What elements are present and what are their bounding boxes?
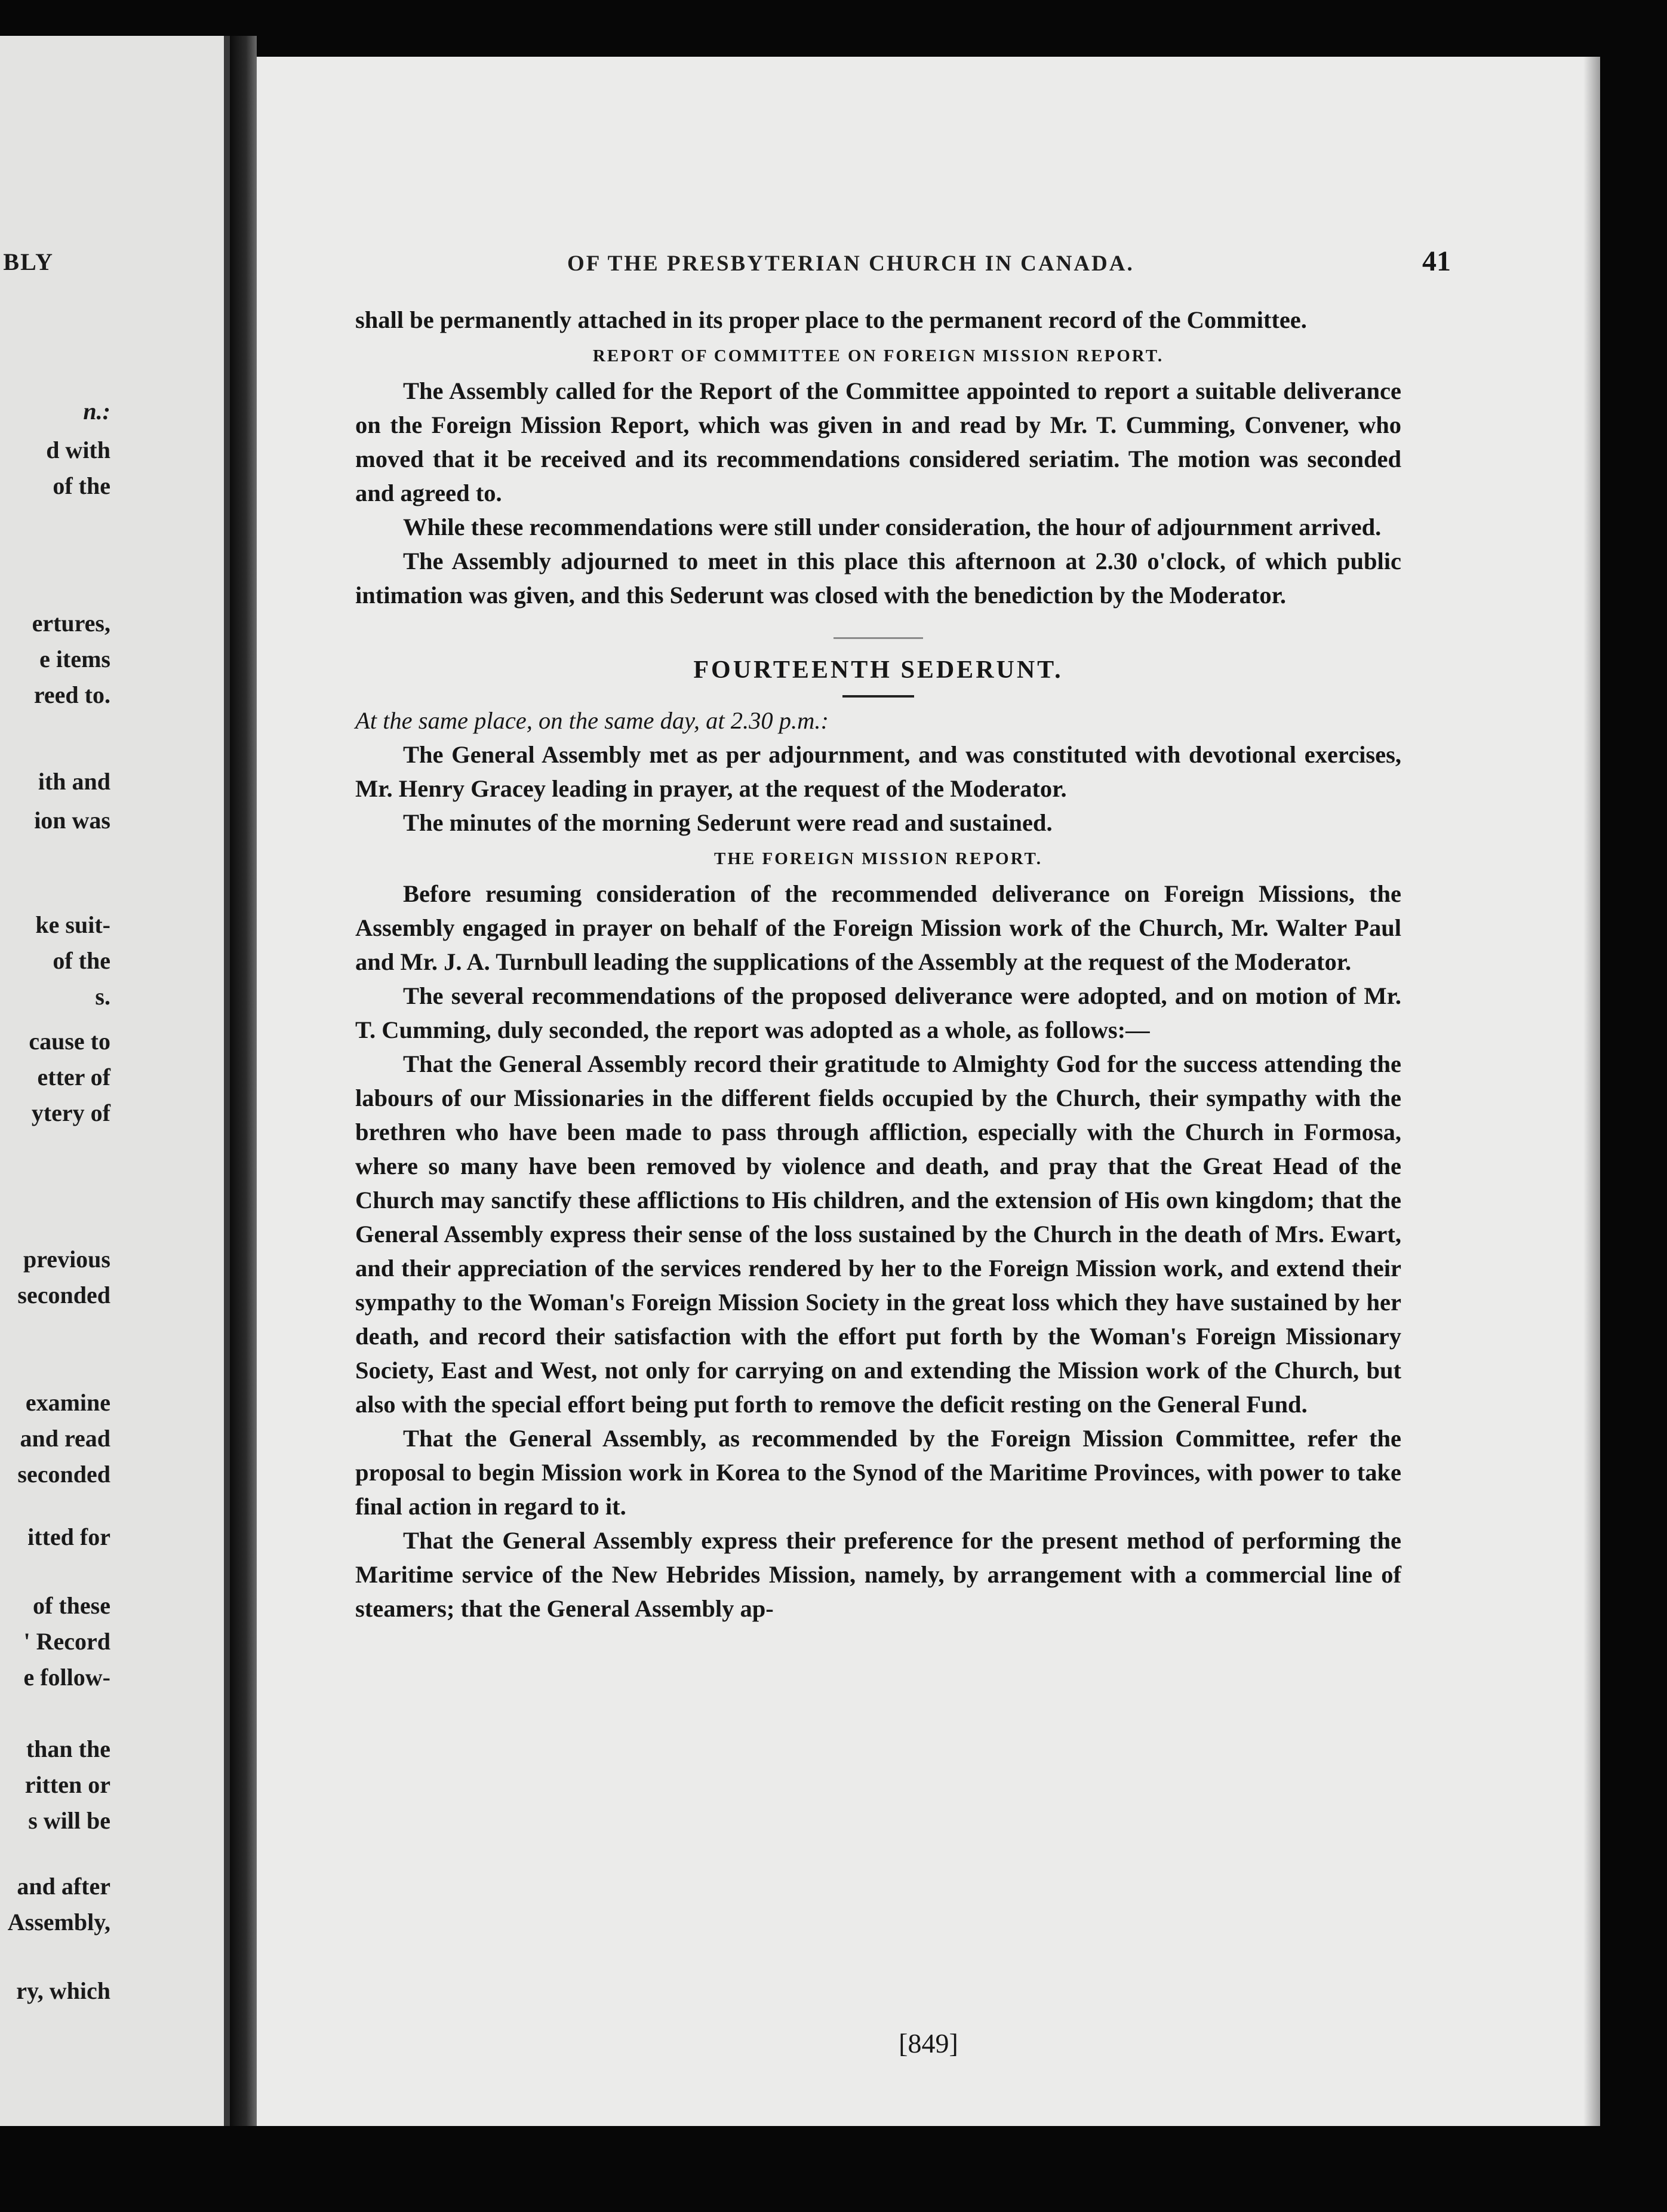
left-page-fragment: ry, which [16, 1977, 110, 2004]
left-page-fragment: and read [20, 1425, 110, 1452]
paragraph: The Assembly adjourned to meet in this place this afternoon at 2.30 o'clock, of which public intimation was given, and this Sederunt was closed with the benediction by the Moderator. [355, 548, 1401, 609]
left-page-fragment: ' Record [23, 1628, 110, 1655]
paragraph: shall be permanently attached in its proper place to the permanent record of the Committee. [355, 306, 1307, 333]
left-page-fragment: seconded [17, 1461, 110, 1488]
left-page-fragment: ytery of [31, 1099, 110, 1126]
paragraph: That the General Assembly express their preference for the present method of performing the Maritime service of the New Hebrides Mission, namely, by arrangement with a commercial line of steamers; that the General Assembly ap- [355, 1527, 1401, 1622]
left-page-fragment: reed to. [33, 681, 110, 708]
divider [842, 695, 914, 698]
left-page-fragment: of these [33, 1592, 110, 1619]
body-text [355, 303, 1401, 1626]
left-page-fragment: itted for [27, 1523, 110, 1550]
left-page-fragment: ertures, [32, 610, 110, 637]
left-page-fragment: s will be [28, 1807, 110, 1834]
paragraph: While these recommendations were still under consideration, the hour of adjournment arrived. [403, 514, 1382, 540]
left-running-head: BLY [3, 248, 54, 275]
left-page-fragment: ith and [38, 768, 110, 795]
paragraph: The several recommendations of the proposed deliverance were adopted, and on motion of Mr. T. Cumming, duly seconded, the report was adopted as a whole, as follows:— [355, 982, 1401, 1043]
folio-number: [849] [899, 2028, 958, 2059]
left-page-fragment: e items [39, 646, 110, 672]
left-page-fragment: and after [17, 1873, 110, 1900]
left-page-fragment: seconded [17, 1282, 110, 1308]
left-page-fragment: n.: [83, 398, 110, 425]
divider [834, 637, 923, 639]
left-page-fragment: e follow- [23, 1664, 110, 1691]
left-facing-page [0, 36, 230, 2126]
left-page-fragment: ion was [34, 807, 110, 834]
paragraph: The minutes of the morning Sederunt were read and sustained. [403, 809, 1053, 836]
book-gutter [230, 36, 257, 2126]
left-page-fragment: of the [53, 472, 110, 499]
left-page-fragment: ritten or [24, 1771, 110, 1798]
page-number: 41 [1422, 245, 1451, 277]
paragraph: The General Assembly met as per adjournment, and was constituted with devotional exercises, Mr. Henry Gracey leading in prayer, at the request of the Moderator. [355, 741, 1401, 802]
left-page-fragment: s. [95, 983, 110, 1010]
left-page-fragment: ke suit- [35, 911, 110, 938]
page [257, 57, 1600, 2126]
section-heading: REPORT OF COMMITTEE ON FOREIGN MISSION REPORT. [592, 346, 1164, 365]
left-page-fragment: d with [46, 437, 110, 463]
paragraph: The Assembly called for the Report of the Committee appointed to report a suitable deliverance on the Foreign Mission Report, which was given in and read by Mr. T. Cumming, Convener, who moved that it be received and its recommendations considered seriatim. The motion was seconded and agreed to. [355, 377, 1401, 506]
section-heading: THE FOREIGN MISSION REPORT. [714, 849, 1042, 868]
dateline: At the same place, on the same day, at 2.30 p.m.: [355, 707, 829, 734]
sederunt-heading: FOURTEENTH SEDERUNT. [693, 656, 1063, 684]
left-page-fragment: than the [26, 1735, 110, 1762]
page-edge [1583, 57, 1600, 2126]
left-page-fragment: etter of [37, 1064, 110, 1090]
left-page-fragment: examine [25, 1389, 110, 1416]
paragraph: Before resuming consideration of the recommended deliverance on Foreign Missions, the Assembly engaged in prayer on behalf of the Foreign Mission work of the Church, Mr. Walter Paul and Mr. J. A. Turnbull leading the supplications of the Assembly at the request of the Moderator. [355, 880, 1401, 975]
paragraph: That the General Assembly record their gratitude to Almighty God for the success attending the labours of our Missionaries in the different fields occupied by the Church, their sympathy with the brethren who have been made to pass through affliction, especially with the Church in Formosa, where so many have been removed by violence and death, and pray that the Great Head of the Church may sanctify these afflictions to His children, and the extension of His own kingdom; that the General Assembly express their sense of the loss sustained by the Church in the death of Mrs. Ewart, and their appreciation of the services rendered by her to the Foreign Mission work, and extend their sympathy to the Woman's Foreign Mission Society in the great loss which they have sustained by her death, and record their satisfaction with the effort put forth by the Woman's Foreign Missionary Society, East and West, not only for carrying on and extending the Mission work of the Church, but also with the special effort being put forth to remove the deficit resting on the General Fund. [355, 1050, 1401, 1418]
left-page-fragment: cause to [29, 1028, 110, 1055]
left-page-fragment: Assembly, [7, 1909, 110, 1936]
running-title: OF THE PRESBYTERIAN CHURCH IN CANADA. [567, 251, 1134, 276]
paragraph: That the General Assembly, as recommended by the Foreign Mission Committee, refer the proposal to begin Mission work in Korea to the Synod of the Maritime Provinces, with power to take final action in regard to it. [355, 1425, 1401, 1520]
left-page-fragment: previous [23, 1246, 110, 1273]
left-page-fragment: of the [53, 947, 110, 974]
